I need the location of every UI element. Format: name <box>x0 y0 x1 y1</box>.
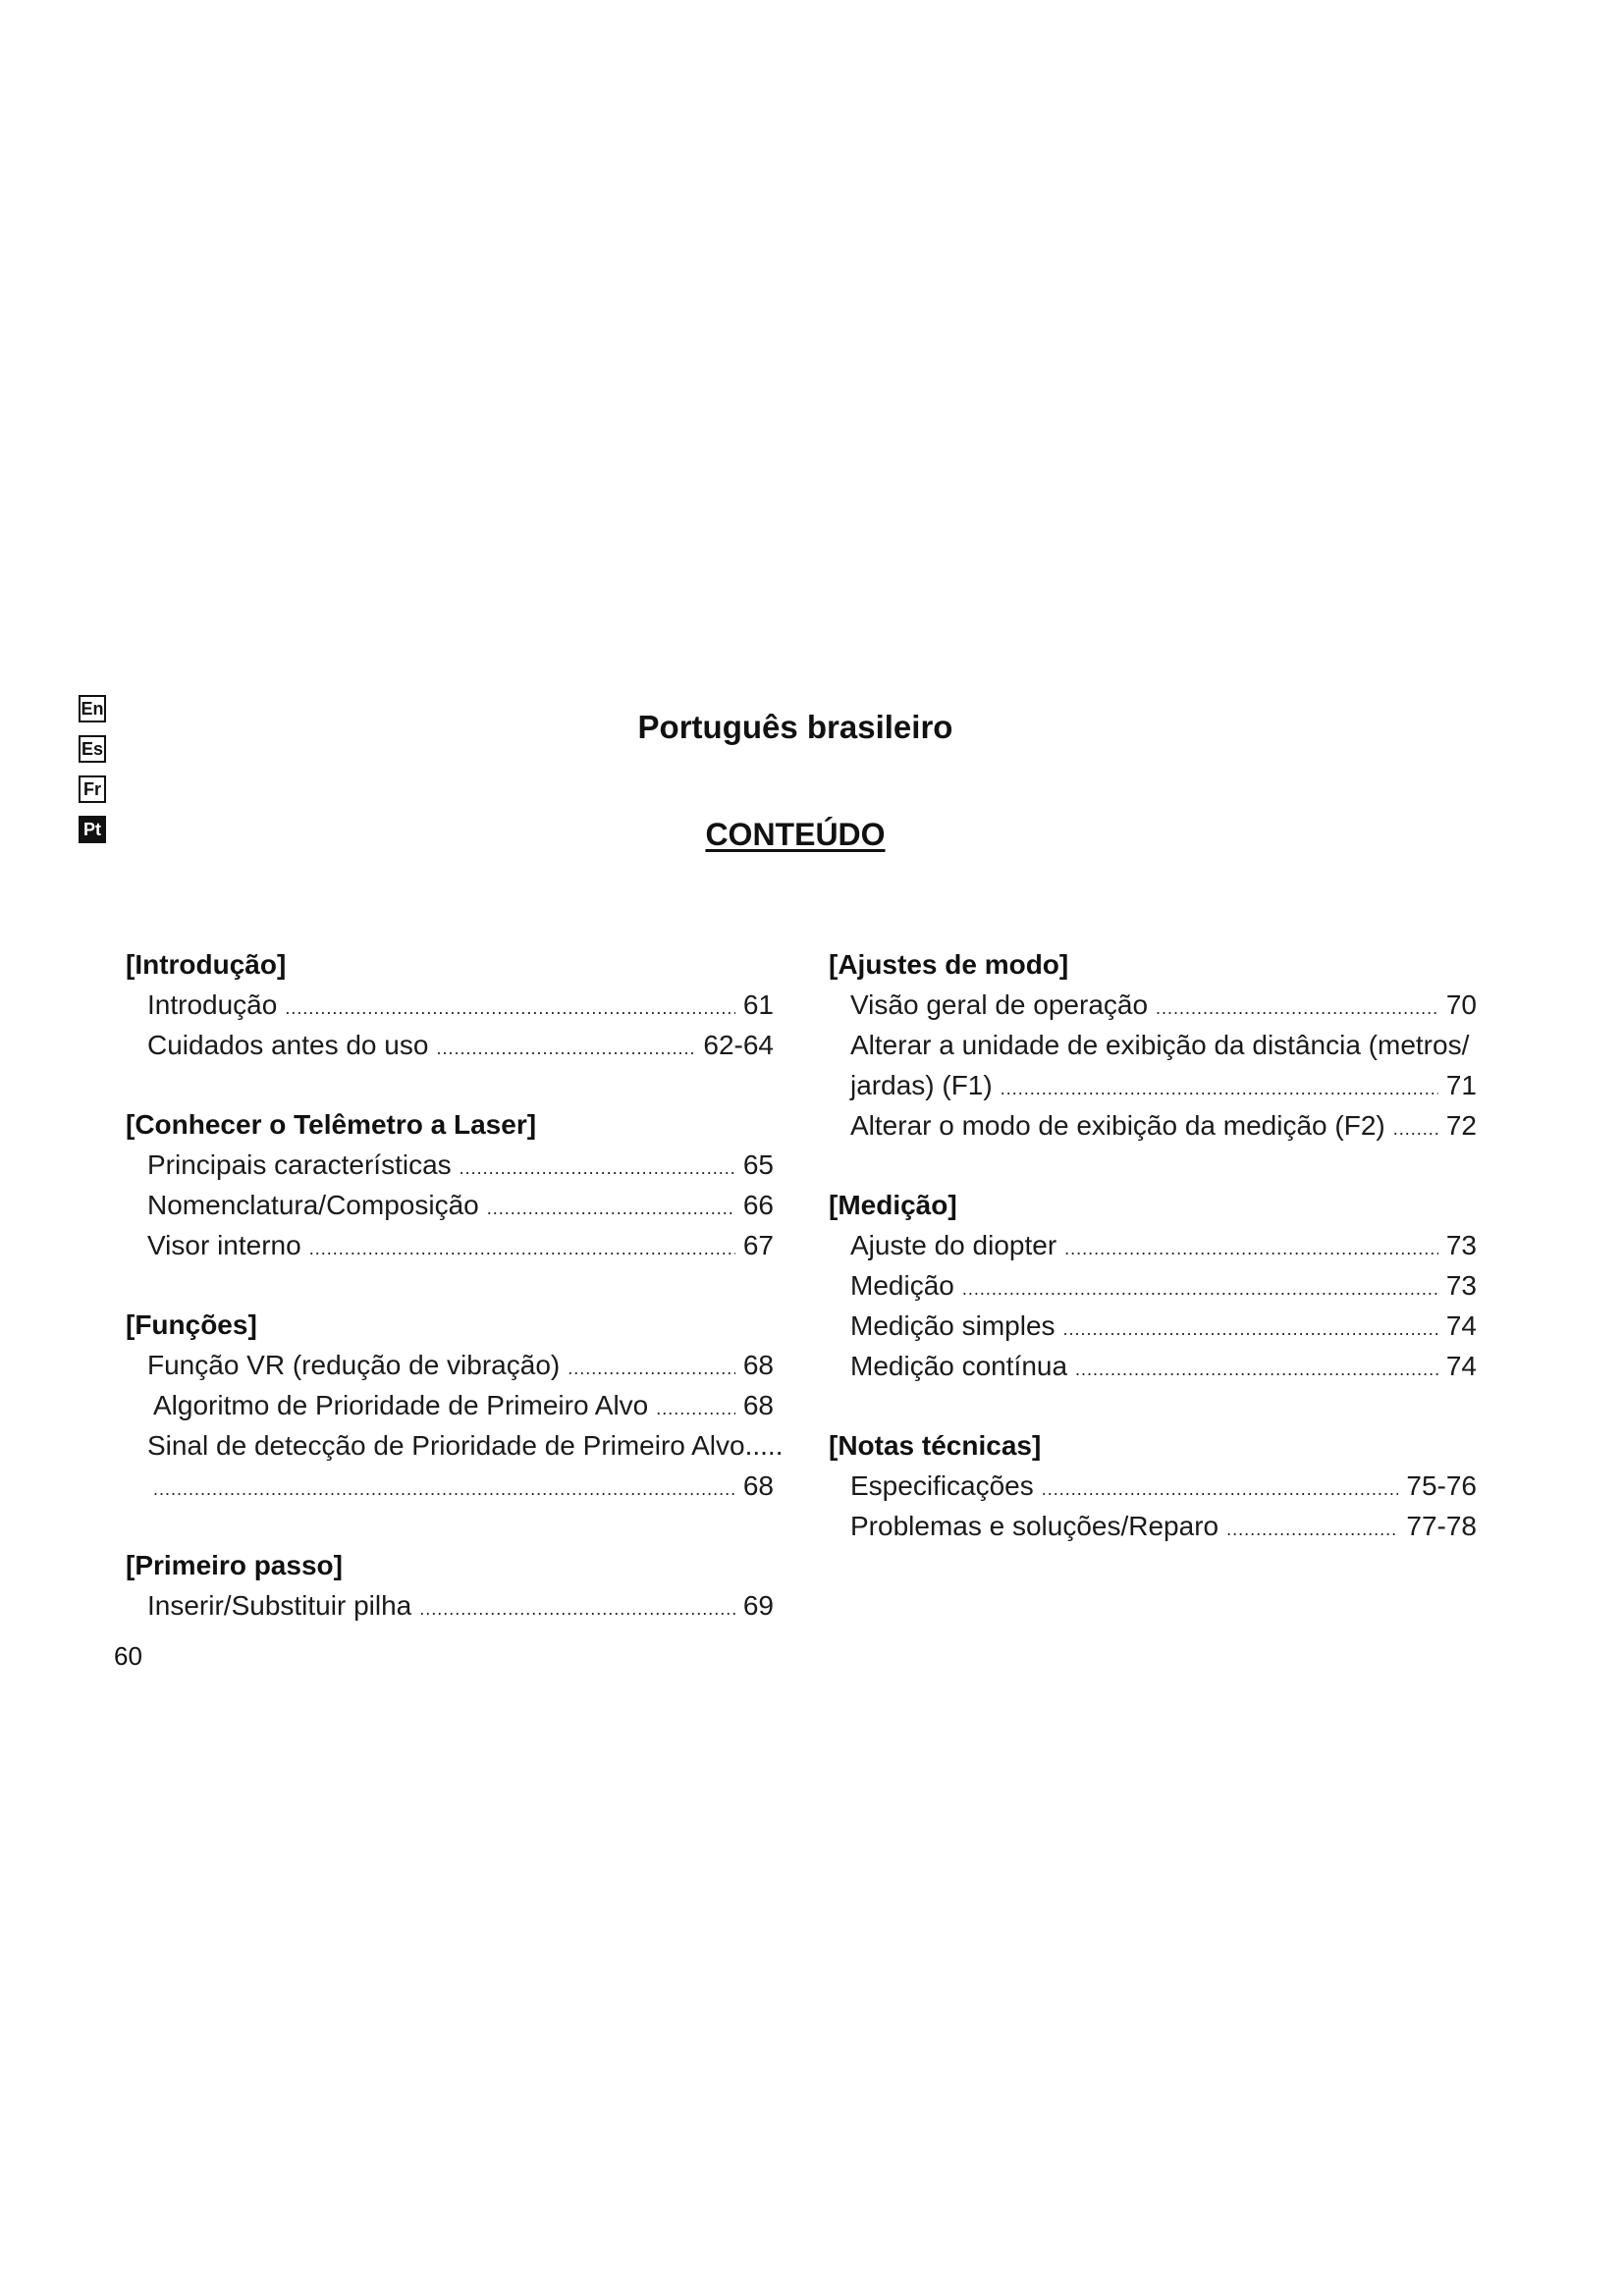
toc-left-column <box>126 944 784 1665</box>
toc-section <box>126 1305 784 1506</box>
dot-leader <box>1001 1069 1438 1109</box>
entry-page: 61 <box>742 989 774 1020</box>
toc-section <box>829 944 1477 1146</box>
entry-label: Visor interno <box>147 1230 301 1260</box>
entry-label: Função VR (redução de vibração) <box>147 1350 561 1380</box>
entry-page: 73 <box>1445 1230 1477 1260</box>
dot-leader <box>568 1349 735 1389</box>
entry-page: 67 <box>742 1230 774 1260</box>
toc-entry[interactable] <box>126 1425 784 1466</box>
toc-entry[interactable] <box>126 1225 774 1265</box>
entry-label-continuation: jardas) (F1) <box>850 1070 993 1100</box>
toc-section <box>126 1545 774 1626</box>
toc-right-column <box>829 944 1477 1585</box>
dot-leader <box>436 1029 695 1069</box>
entry-page: 69 <box>742 1590 774 1621</box>
toc-entry[interactable] <box>126 1585 774 1626</box>
dot-leader <box>1063 1309 1438 1350</box>
entry-label: Principais características <box>147 1149 452 1180</box>
entry-label: Medição simples <box>850 1310 1056 1341</box>
entry-label: Problemas e soluções/Reparo <box>850 1511 1219 1541</box>
entry-page: 65 <box>742 1149 774 1180</box>
toc-section <box>829 1425 1477 1546</box>
entry-page: 68 <box>742 1390 774 1420</box>
dot-leader <box>285 988 735 1029</box>
section-heading: [Primeiro passo] <box>126 1550 343 1580</box>
contents-heading: CONTEÚDO <box>705 817 886 852</box>
dot-leader <box>460 1148 735 1189</box>
toc-entry[interactable] <box>829 1346 1477 1386</box>
entry-label: Especificações <box>850 1470 1034 1501</box>
toc-entry[interactable] <box>829 1506 1477 1546</box>
section-heading: [Introdução] <box>126 949 287 980</box>
toc-section <box>126 1104 774 1265</box>
entry-label: Alterar a unidade de exibição da distância (metros/ <box>850 1030 1470 1060</box>
entry-page: 68 <box>742 1350 774 1380</box>
toc-entry[interactable] <box>829 985 1477 1025</box>
section-heading: [Notas técnicas] <box>829 1430 1042 1461</box>
entry-label: Ajuste do diopter <box>850 1230 1057 1260</box>
dot-leader <box>1064 1229 1438 1269</box>
dot-leader <box>419 1589 735 1629</box>
entry-page: 72 <box>1445 1110 1477 1141</box>
section-heading: [Funções] <box>126 1309 257 1340</box>
entry-label: Algoritmo de Prioridade de Primeiro Alvo <box>153 1390 649 1420</box>
toc-entry[interactable] <box>829 1265 1477 1306</box>
toc-entry[interactable] <box>126 1145 774 1185</box>
entry-page: 68 <box>742 1470 774 1501</box>
dot-leader <box>1042 1469 1399 1510</box>
entry-label: Sinal de detecção de Prioridade de Primeiro Alvo..... <box>147 1430 784 1461</box>
section-heading: [Conhecer o Telêmetro a Laser] <box>126 1109 537 1140</box>
dot-leader <box>1156 988 1438 1029</box>
toc-entry[interactable] <box>126 1185 774 1225</box>
dot-leader <box>962 1269 1438 1309</box>
toc-entry[interactable] <box>829 1225 1477 1265</box>
toc-entry[interactable] <box>126 1345 774 1385</box>
entry-label: Visão geral de operação <box>850 989 1149 1020</box>
entry-label: Introdução <box>147 989 278 1020</box>
entry-page: 75-76 <box>1406 1470 1477 1501</box>
toc-entry-continuation[interactable] <box>126 1466 774 1506</box>
dot-leader <box>1226 1510 1398 1550</box>
dot-leader <box>1393 1109 1438 1149</box>
entry-page: 62-64 <box>703 1030 774 1060</box>
entry-page: 66 <box>742 1190 774 1220</box>
lang-tab-pt[interactable]: Pt <box>79 816 106 843</box>
toc-entry[interactable] <box>829 1105 1477 1146</box>
lang-tab-es[interactable]: Es <box>79 735 106 763</box>
dot-leader <box>309 1229 735 1269</box>
lang-tab-fr[interactable]: Fr <box>79 775 106 803</box>
dot-leader <box>153 1469 735 1510</box>
toc-entry[interactable] <box>829 1025 1477 1065</box>
toc-entry[interactable] <box>126 1385 774 1425</box>
entry-label: Medição <box>850 1270 954 1301</box>
toc-entry[interactable] <box>126 1025 774 1065</box>
dot-leader <box>487 1189 735 1229</box>
section-heading: [Ajustes de modo] <box>829 949 1069 980</box>
toc-entry[interactable] <box>126 985 774 1025</box>
entry-page: 73 <box>1445 1270 1477 1301</box>
toc-entry[interactable] <box>829 1466 1477 1506</box>
entry-label: Medição contínua <box>850 1351 1068 1381</box>
entry-page: 77-78 <box>1406 1511 1477 1541</box>
toc-entry-continuation[interactable] <box>829 1065 1477 1105</box>
page-title: Português brasileiro <box>637 709 953 745</box>
toc-entry[interactable] <box>829 1306 1477 1346</box>
section-heading: [Medição] <box>829 1190 957 1220</box>
entry-label: Alterar o modo de exibição da medição (F2) <box>850 1110 1385 1141</box>
entry-page: 70 <box>1445 989 1477 1020</box>
lang-tab-en[interactable]: En <box>79 695 106 722</box>
entry-page: 74 <box>1445 1310 1477 1341</box>
entry-page: 74 <box>1445 1351 1477 1381</box>
dot-leader <box>656 1389 735 1429</box>
entry-label: Cuidados antes do uso <box>147 1030 429 1060</box>
dot-leader <box>1075 1350 1438 1390</box>
entry-label: Nomenclatura/Composição <box>147 1190 479 1220</box>
entry-page: 71 <box>1445 1070 1477 1100</box>
toc-section <box>126 944 774 1065</box>
entry-label: Inserir/Substituir pilha <box>147 1590 412 1621</box>
page-number: 60 <box>114 1641 142 1671</box>
toc-section <box>829 1185 1477 1386</box>
